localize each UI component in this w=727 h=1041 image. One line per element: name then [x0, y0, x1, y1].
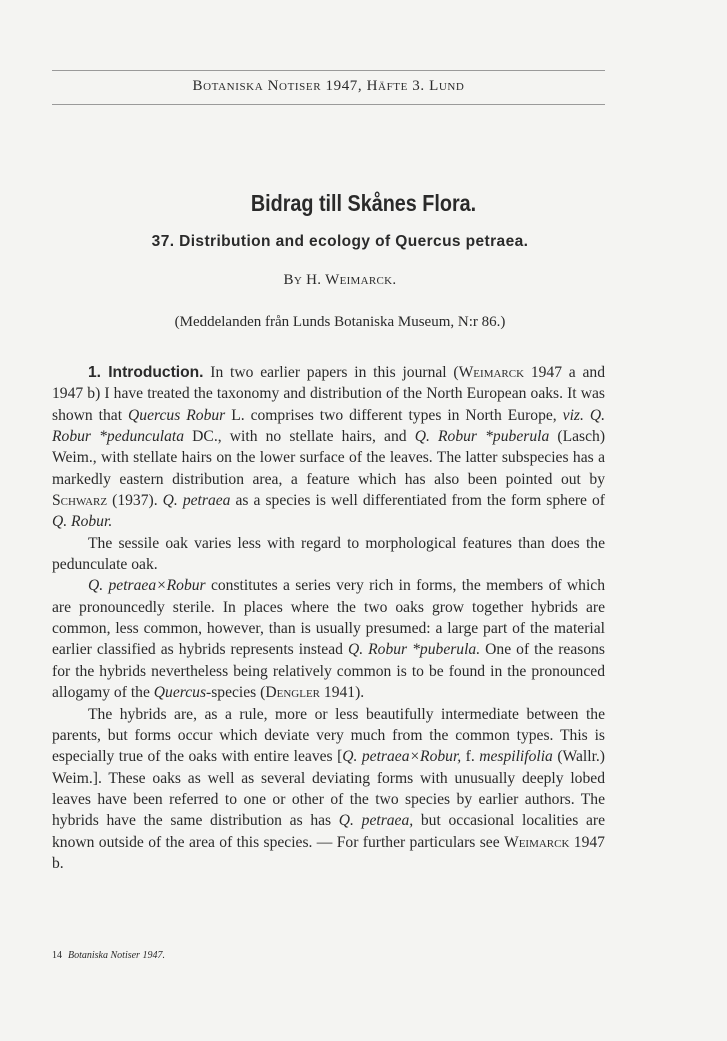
text-run: -species ( — [206, 684, 266, 702]
article-byline: By H. Weimarck. — [283, 272, 397, 288]
species-name: Q. petraea×Robur, — [342, 748, 462, 766]
species-name: Q. Robur *puberula — [414, 428, 550, 446]
species-name: Quercus — [153, 684, 207, 702]
species-name: Q. Robur *puberula. — [347, 641, 481, 659]
article-body — [52, 362, 605, 874]
text-run: 1941). — [320, 684, 365, 702]
text-run: constitutes a series very rich in forms, the members of which are pronouncedly sterile. In places where the two oaks grow together hybrids are common, less common, however, than is usually presumed: a large part of the material earlier classified as hybrids represents instead — [52, 577, 606, 659]
text-run: (Wallr.) Weim.]. These oaks as well as several deviating forms with unusually deeply lobed leaves have been referred to one or other of the two species by earlier authors. The hybrids have the same distribution as has — [52, 748, 605, 830]
text-run: The hybrids are, as a rule, more or less beautifully intermediate between the parents, but forms occur which deviate very much from the common types. This is especially true of the oaks with entire leaves [ — [52, 705, 605, 766]
paragraph-introduction — [52, 362, 605, 533]
species-name: Q. petraea — [162, 492, 231, 510]
page-number: 14 — [52, 950, 62, 961]
text-run: (1937). — [107, 492, 163, 510]
page-footer — [52, 950, 165, 961]
text-run: One of the reasons for the hybrids nevertheless being relatively common is to be found in the pronounced allogamy of the — [52, 641, 605, 702]
paragraph-hybrids — [52, 575, 605, 703]
text-run: 1947 a and 1947 b) I have treated the taxonomy and distribution of the North European oaks. It was shown that — [52, 364, 605, 424]
text-run: as a species is well differentiated from the form sphere of — [230, 492, 605, 510]
text-run: 1947 b. — [52, 833, 605, 872]
text-run: but occasional localities are known outside of the area of this species. — For further particulars see — [52, 812, 605, 851]
header-rule-top — [52, 70, 605, 71]
species-name: Q. petraea×Robur — [88, 577, 206, 595]
citation: Weimarck — [503, 833, 570, 851]
article-subtitle: 37. Distribution and ecology of Quercus petraea. — [151, 233, 529, 250]
running-head: Botaniska Notiser 1947, Häfte 3. Lund — [192, 78, 465, 94]
species-name: Q. Robur. — [52, 513, 113, 531]
header-rule-bottom — [52, 104, 605, 105]
species-name: mespilifolia — [479, 748, 553, 766]
paragraph-sessile-oak: The sessile oak varies less with regard to morphological features than does the pedunculate oak. — [52, 534, 605, 574]
article-title: Bidrag till Skånes Flora. — [250, 190, 477, 216]
citation: Weimarck — [458, 364, 525, 381]
text-run: DC., with no stellate hairs, and — [184, 428, 415, 446]
species-name: viz. Q. Robur *pedunculata — [52, 406, 605, 446]
text-run: (Lasch) Weim., with stellate hairs on the lower surface of the leaves. The latter subspecies has a markedly eastern distribution area, a feature which has also been pointed out by — [52, 428, 606, 488]
article-affiliation: (Meddelanden från Lunds Botaniska Museum, N:r 86.) — [174, 314, 506, 330]
species-name: Quercus Robur — [128, 406, 226, 424]
text-run: In two earlier papers in this journal ( — [203, 364, 459, 381]
paragraph-intermediate-forms — [52, 704, 605, 875]
text-run: L. comprises two different types in North Europe, — [225, 406, 563, 424]
section-heading: 1. Introduction. — [88, 364, 204, 381]
citation: Schwarz — [52, 492, 108, 510]
species-name: Q. petraea, — [338, 812, 414, 830]
citation: Dengler — [265, 684, 321, 702]
text-run: f. — [461, 748, 480, 766]
footer-journal: Botaniska Notiser 1947. — [68, 950, 165, 961]
